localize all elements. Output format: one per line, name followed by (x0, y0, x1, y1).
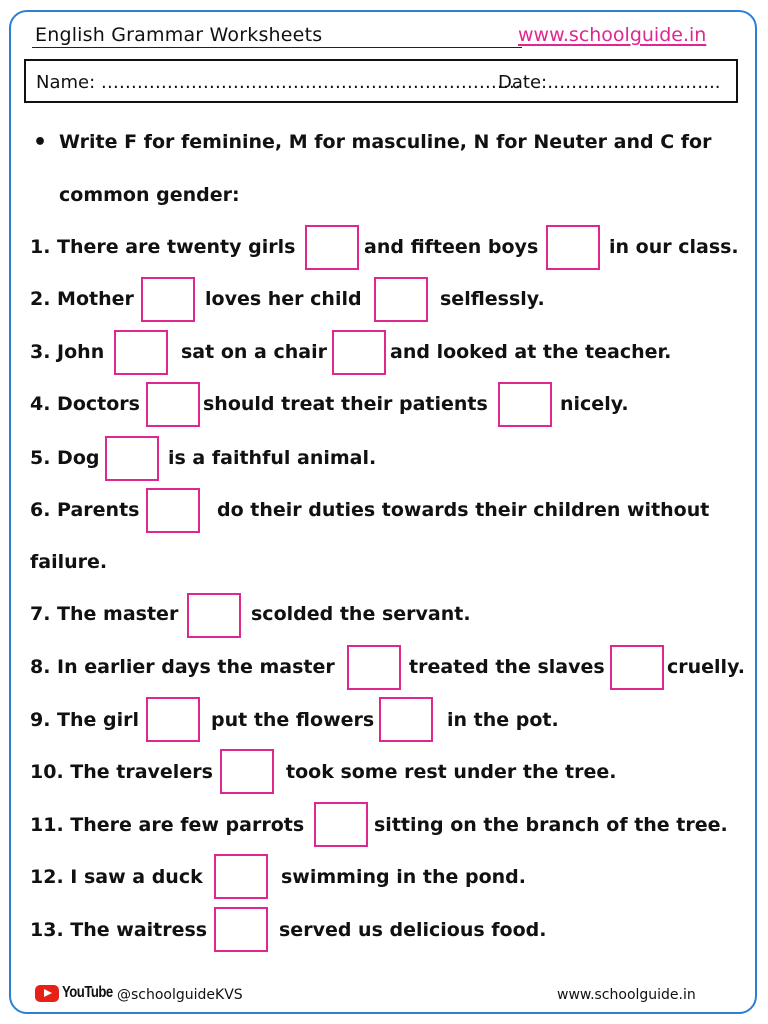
question-6-part-b: do their duties towards their children without (217, 499, 710, 521)
answer-box-2a[interactable] (141, 277, 195, 322)
date-field[interactable]: Date:……………………….. (498, 72, 721, 93)
answer-box-4b[interactable] (498, 382, 552, 427)
question-8-part-c: cruelly. (667, 656, 745, 678)
answer-box-4a[interactable] (146, 382, 200, 427)
question-1-part-c: in our class. (609, 236, 739, 258)
youtube-wordmark: YouTube (62, 984, 113, 1001)
question-1-part-b: and fifteen boys (364, 236, 539, 258)
question-4-part-b: should treat their patients (203, 393, 488, 415)
question-6-part-c: failure. (30, 551, 108, 573)
question-10-part-b: took some rest under the tree. (286, 761, 617, 783)
name-date-box (24, 59, 738, 103)
youtube-play-icon (35, 985, 59, 1002)
worksheet-title: English Grammar Worksheets (35, 24, 323, 46)
question-13-part-b: served us delicious food. (279, 919, 547, 941)
answer-box-9a[interactable] (146, 697, 200, 742)
question-7-part-b: scolded the servant. (251, 603, 471, 625)
question-8-part-b: treated the slaves (409, 656, 605, 678)
answer-box-10a[interactable] (220, 749, 274, 794)
footer-site-url[interactable]: www.schoolguide.in (557, 987, 696, 1003)
question-9-part-a: 9. The girl (30, 709, 140, 731)
question-5-part-a: 5. Dog (30, 447, 100, 469)
question-12-part-a: 12. I saw a duck (30, 866, 203, 888)
question-13-part-a: 13. The waitress (30, 919, 208, 941)
answer-box-8a[interactable] (347, 645, 401, 690)
question-9-part-b: put the flowers (211, 709, 375, 731)
question-3-part-b: sat on a chair (181, 341, 327, 363)
question-11-part-b: sitting on the branch of the tree. (374, 814, 728, 836)
answer-box-7a[interactable] (187, 593, 241, 638)
instruction-line-2: common gender: (59, 184, 240, 206)
answer-box-5a[interactable] (105, 436, 159, 481)
question-2-part-a: 2. Mother (30, 288, 134, 310)
question-12-part-b: swimming in the pond. (281, 866, 526, 888)
name-field[interactable]: Name: ……………………………………………………………. (36, 72, 521, 93)
question-3-part-a: 3. John (30, 341, 105, 363)
youtube-handle[interactable]: @schoolguideKVS (117, 987, 243, 1003)
question-6-part-a: 6. Parents (30, 499, 140, 521)
question-5-part-b: is a faithful animal. (168, 447, 377, 469)
question-3-part-c: and looked at the teacher. (390, 341, 672, 363)
answer-box-2b[interactable] (374, 277, 428, 322)
answer-box-11a[interactable] (314, 802, 368, 847)
instruction-line-1: Write F for feminine, M for masculine, N for Neuter and C for (59, 131, 712, 153)
answer-box-1a[interactable] (305, 225, 359, 270)
answer-box-12a[interactable] (214, 854, 268, 899)
answer-box-6a[interactable] (146, 488, 200, 533)
header-underline (32, 47, 522, 48)
question-9-part-c: in the pot. (447, 709, 559, 731)
question-4-part-a: 4. Doctors (30, 393, 140, 415)
question-11-part-a: 11. There are few parrots (30, 814, 305, 836)
question-8-part-a: 8. In earlier days the master (30, 656, 335, 678)
answer-box-3b[interactable] (332, 330, 386, 375)
question-7-part-a: 7. The master (30, 603, 179, 625)
answer-box-3a[interactable] (114, 330, 168, 375)
answer-box-9b[interactable] (379, 697, 433, 742)
question-4-part-c: nicely. (560, 393, 629, 415)
question-10-part-a: 10. The travelers (30, 761, 213, 783)
site-link[interactable]: www.schoolguide.in (518, 24, 707, 46)
answer-box-13a[interactable] (214, 907, 268, 952)
question-2-part-b: loves her child (205, 288, 362, 310)
question-1-part-a: 1. There are twenty girls (30, 236, 296, 258)
question-2-part-c: selflessly. (440, 288, 545, 310)
answer-box-8b[interactable] (610, 645, 664, 690)
answer-box-1b[interactable] (546, 225, 600, 270)
youtube-logo[interactable] (35, 984, 124, 1002)
instruction-bullet: • (33, 130, 48, 155)
